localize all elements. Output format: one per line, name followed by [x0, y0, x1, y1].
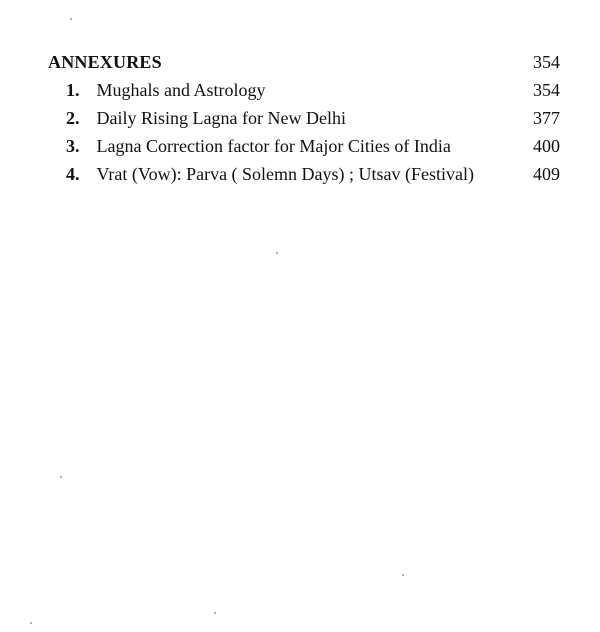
toc-entry: [66, 104, 560, 132]
scan-speck: [30, 622, 32, 624]
page-number: 409: [533, 164, 560, 184]
toc-entry: [66, 160, 560, 188]
entry-title: Daily Rising Lagna for New Delhi: [96, 108, 346, 128]
toc-entry: [66, 76, 560, 104]
page-number: 354: [533, 52, 560, 72]
entry-title: Vrat (Vow): Parva ( Solemn Days) ; Utsav (Festival): [96, 164, 475, 184]
entry-number: 4.: [66, 164, 80, 184]
scan-speck: [60, 476, 62, 478]
page-number: 400: [533, 136, 560, 156]
toc-entry: [66, 132, 560, 160]
entry-number: 3.: [66, 136, 80, 156]
scan-speck: [214, 612, 216, 614]
section-title: ANNEXURES: [48, 52, 162, 72]
entry-title: Mughals and Astrology: [96, 80, 266, 100]
page-number: 377: [533, 108, 560, 128]
scan-speck: [402, 574, 404, 576]
page-number: 354: [533, 80, 560, 100]
annexures-heading-row: [48, 48, 560, 76]
scan-speck: [276, 252, 278, 254]
entry-number: 1.: [66, 80, 80, 100]
scan-speck: [70, 18, 72, 20]
entry-number: 2.: [66, 108, 80, 128]
entry-title: Lagna Correction factor for Major Cities of India: [96, 136, 451, 156]
